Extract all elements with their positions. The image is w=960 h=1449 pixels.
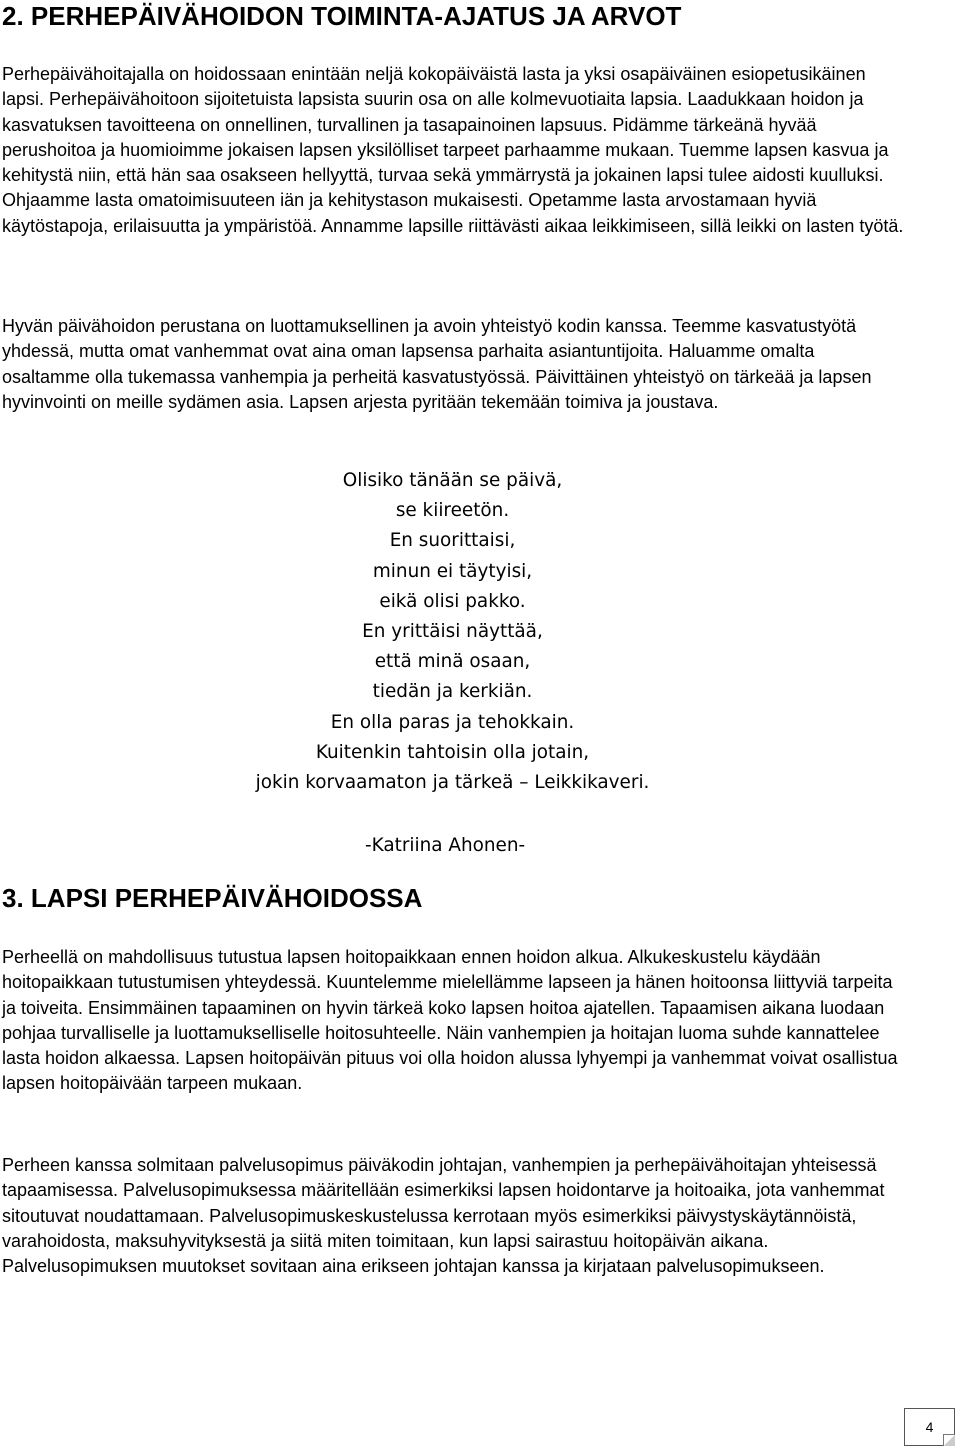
poem-line: että minä osaan, [374, 651, 531, 673]
poem-line: minun ei täytyisi, [372, 560, 533, 582]
poem-line: se kiireetön. [395, 500, 510, 522]
page-number: 4 [925, 1419, 934, 1435]
poem-line: En suorittaisi, [389, 530, 516, 552]
poem-line: jokin korvaamaton ja tärkeä – Leikkikaveri. [255, 772, 650, 794]
poem [200, 466, 705, 798]
section-3-paragraph-2: Perheen kanssa solmitaan palvelusopimus päiväkodin johtajan, vanhempien ja perhepäivähoitajan yhteisessä tapaamisessa. Palvelusopimuksessa määritellään esimerkiksi lapsen hoidontarve ja hoitoaika, jota vanhemmat sitoutuvat noudattamaan. Palvelusopimuskeskustelussa kerrotaan myös esimerkiksi päivystyskäytännöistä, varahoidosta, maksuhyvityksestä ja siitä miten toimitaan, kun lapsi sairastuu hoitopäivän aikana. Palvelusopimuksen muutokset sovitaan aina erikseen johtajan kanssa ja kirjataan palvelusopimukseen. [2, 1155, 885, 1277]
poem-line: Kuitenkin tahtoisin olla jotain, [315, 741, 590, 763]
page-number-box [904, 1408, 955, 1446]
poem-line: Olisiko tänään se päivä, [342, 470, 563, 491]
section-2-heading: 2. PERHEPÄIVÄHOIDON TOIMINTA-AJATUS JA ARVOT [2, 1, 682, 31]
section-3-paragraph-1: Perheellä on mahdollisuus tutustua lapsen hoitopaikkaan ennen hoidon alkua. Alkukeskustelu käydään hoitopaikkaan tutustumisen yhteydessä. Kuuntelemme mielellämme lapseen ja hänen hoitoonsa liittyviä tarpeita ja toiveita. Ensimmäinen tapaaminen on hyvin tärkeä koko lapsen hoitoa ajatellen. Tapaamisen aikana luodaan pohjaa turvalliselle ja luottamukselliselle hoitosuhteelle. Näin vanhempien ja hoitajan luoma suhde kannattelee lasta hoidon alkaessa. Lapsen hoitopäivän pituus voi olla hoidon alussa lyhyempi ja vanhemmat voivat osallistua lapsen hoitopäivään tarpeen mukaan. [2, 947, 898, 1094]
poem-line: En olla paras ja tehokkain. [330, 711, 575, 733]
poem-line: En yrittäisi näyttää, [362, 621, 543, 643]
poem-line: tiedän ja kerkiän. [372, 681, 533, 703]
section-2-paragraph-2: Hyvän päivähoidon perustana on luottamuksellinen ja avoin yhteistyö kodin kanssa. Teemme kasvatustyötä yhdessä, mutta omat vanhemmat ovat aina oman lapsensa parhaita asiantuntijoita. Haluamme omalta osaltamme olla tukemassa vanhempia ja perheitä kasvatustyössä. Päivittäinen yhteistyö on tärkeää ja lapsen hyvinvointi on meille sydämen asia. Lapsen arjesta pyritään tekemään toimiva ja joustava. [2, 316, 872, 412]
section-3-heading: 3. LAPSI PERHEPÄIVÄHOIDOSSA [2, 883, 423, 913]
poem-line: eikä olisi pakko. [379, 590, 526, 612]
poem-author: -Katriina Ahonen- [365, 835, 526, 856]
section-2-paragraph-1: Perhepäivähoitajalla on hoidossaan enintään neljä kokopäiväistä lasta ja yksi osapäiväinen esiopetusikäinen lapsi. Perhepäivähoitoon sijoitetuista lapsista suurin osa on alle kolmevuotiaita lapsia. Laadukkaan hoidon ja kasvatuksen tavoitteena on onnellinen, turvallinen ja tasapainoinen lapsuus. Pidämme tärkeänä hyvää perushoitoa ja huomioimme jokaisen lapsen yksilölliset tarpeet parhaamme mukaan. Tuemme lapsen kasvua ja kehitystä niin, että hän saa osakseen hellyyttä, turvaa sekä ymmärrystä ja jokainen lapsi tulee aidosti kuulluksi. Ohjaamme lasta omatoimisuuteen iän ja kehitystason mukaisesti. Opetamme lasta arvostamaan hyviä käytöstapoja, erilaisuutta ja ympäristöä. Annamme lapsille riittävästi aikaa leikkimiseen, sillä leikki on lasten työtä. [2, 64, 904, 236]
page-curl-icon [943, 1434, 955, 1446]
